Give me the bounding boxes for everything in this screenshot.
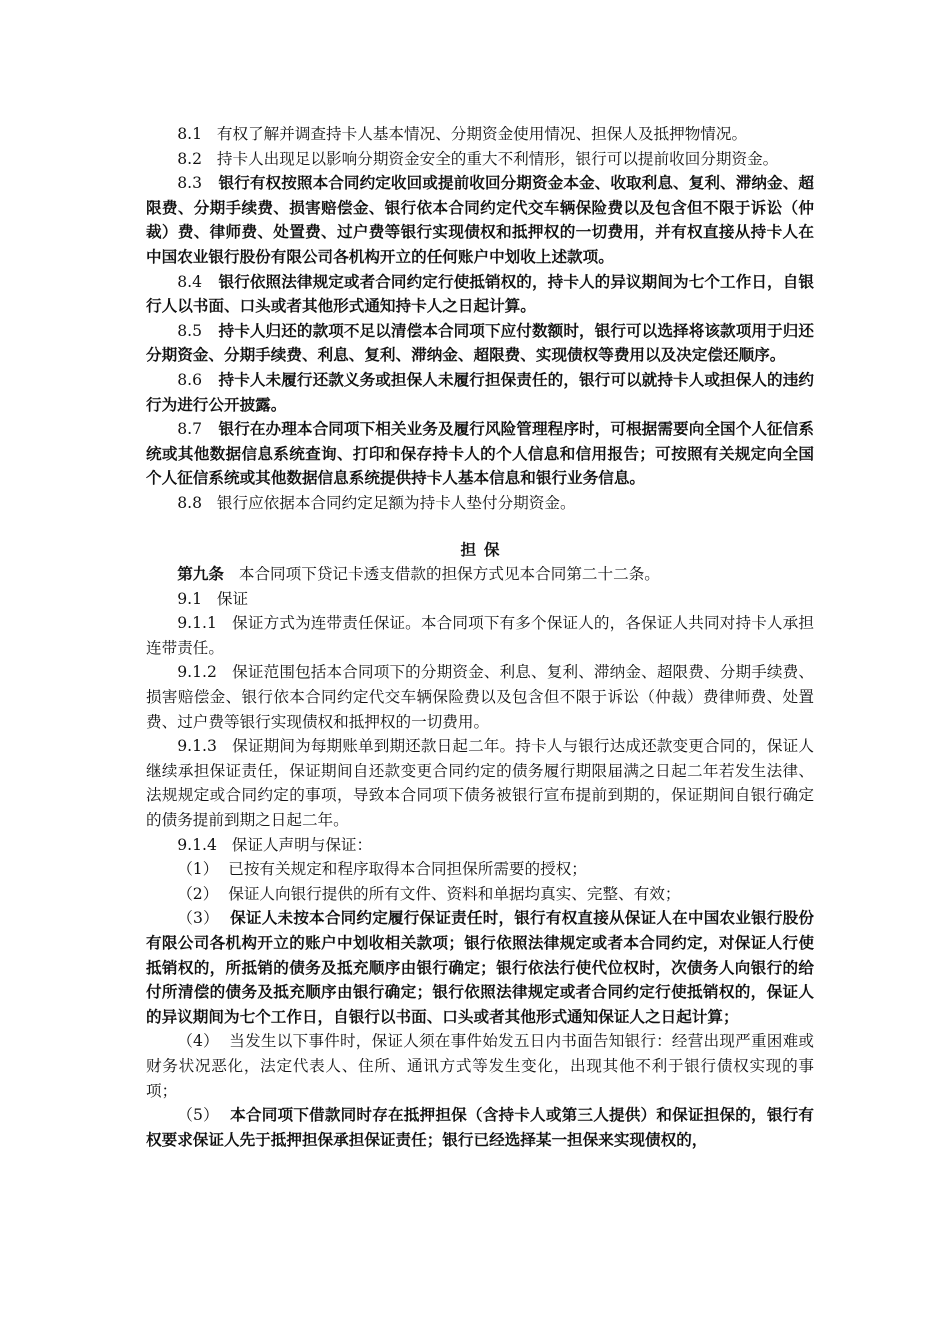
clause-number: 9.1.4 (177, 835, 217, 854)
clause-number: 8.7 (177, 420, 202, 439)
item-text: 本合同项下借款同时存在抵押担保（含持卡人或第三人提供）和保证担保的，银行有权要求保证人先于抵押担保承担保证责任；银行已经选择某一担保来实现债权的， (146, 1105, 814, 1149)
section-heading-guarantee: 担保 (460, 539, 508, 559)
article-label: 第九条 (177, 564, 224, 584)
clause-8-2 (146, 147, 814, 172)
clause-number: 9.1.3 (177, 737, 217, 756)
clause-text: 有权了解并调查持卡人基本情况、分期资金使用情况、担保人及抵押物情况。 (216, 125, 748, 143)
clause-number: 9.1.1 (177, 614, 217, 633)
clause-9-1-4 (146, 833, 814, 858)
clause-9-1 (146, 587, 814, 612)
clause-text: 持卡人出现足以影响分期资金安全的重大不利情形，银行可以提前收回分期资金。 (216, 149, 779, 168)
clause-8-7 (146, 417, 814, 491)
clause-number: 8.1 (177, 125, 202, 143)
clause-text: 持卡人未履行还款义务或担保人未履行担保责任的，银行可以就持卡人或担保人的违约行为进行公开披露。 (146, 369, 814, 414)
declaration-item-3 (146, 906, 814, 1029)
item-text: 保证人向银行提供的所有文件、资料和单据均真实、完整、有效； (228, 884, 681, 903)
clause-8-5 (146, 319, 814, 368)
clause-number: 9.1 (177, 589, 202, 608)
clause-text: 银行应依据本合同约定足额为持卡人垫付分期资金。 (216, 493, 576, 512)
clause-text: 银行依照法律规定或者合同约定行使抵销权的，持卡人的异议期间为七个工作日，自银行人以书面、口头或者其他形式通知持卡人之日起计算。 (146, 271, 814, 316)
clause-number: 8.5 (177, 321, 202, 340)
declaration-item-5 (146, 1103, 814, 1152)
clause-9-1-1 (146, 611, 814, 660)
clause-text: 保证人声明与保证： (231, 835, 373, 854)
item-text: 已按有关规定和程序取得本合同担保所需要的授权； (228, 860, 587, 879)
declaration-item-1 (146, 857, 814, 882)
clause-number: 8.6 (177, 370, 202, 389)
clause-text: 保证 (216, 589, 249, 608)
clause-8-4 (146, 270, 814, 319)
clause-text: 银行在办理本合同项下相关业务及履行风险管理程序时，可根据需要向全国个人征信系统或其他数据信息系统查询、打印和保存持卡人的个人信息和信用报告；可按照有关规定向全国个人征信系统或其他数据信息系统提供持卡人基本信息和银行业务信息。 (146, 419, 814, 488)
item-number: （2） (177, 884, 219, 903)
clause-number: 8.4 (177, 272, 202, 291)
clause-number: 8.3 (177, 174, 202, 193)
clause-number: 9.1.2 (177, 663, 217, 682)
item-number: （3） (177, 909, 219, 928)
article-text: 本合同项下贷记卡透支借款的担保方式见本合同第二十二条。 (238, 565, 660, 584)
clause-number: 8.2 (177, 149, 202, 168)
clause-number: 8.8 (177, 493, 202, 512)
contract-page (146, 122, 814, 1152)
item-text: 当发生以下事件时，保证人须在事件始发五日内书面告知银行：经营出现严重困难或财务状况恶化，法定代表人、住所、通讯方式等发生变化，出现其他不利于银行债权实现的事项； (146, 1032, 814, 1100)
clause-8-3 (146, 171, 814, 269)
clause-text: 持卡人归还的款项不足以清偿本合同项下应付数额时，银行可以选择将该款项用于归还分期资金、分期手续费、利息、复利、滞纳金、超限费、实现债权等费用以及决定偿还顺序。 (146, 320, 814, 365)
clause-8-8 (146, 491, 814, 516)
item-text: 保证人未按本合同约定履行保证责任时，银行有权直接从保证人在中国农业银行股份有限公司各机构开立的账户中划收相关款项；银行依照法律规定或者本合同约定，对保证人行使抵销权的，所抵销的债务及抵充顺序由银行确定；银行依法行使代位权时，次债务人向银行的给付所清偿的债务及抵充顺序由银行确定；银行依照法律规定或者合同约定行使抵销权的，保证人的异议期间为七个工作日，自银行以书面、口头或者其他形式通知保证人之日起计算； (146, 908, 814, 1026)
clause-text: 保证期间为每期账单到期还款日起二年。持卡人与银行达成还款变更合同的，保证人继续承担保证责任，保证期间自还款变更合同约定的债务履行期限届满之日起二年若发生法律、法规规定或合同约定的事项，导致本合同项下债务被银行宣布提前到期的，保证期间自银行确定的债务提前到期之日起二年。 (146, 737, 814, 830)
clause-8-6 (146, 368, 814, 417)
item-number: （4） (177, 1032, 219, 1051)
clause-text: 保证方式为连带责任保证。本合同项下有多个保证人的，各保证人共同对持卡人承担连带责任。 (146, 614, 814, 657)
clause-8-1 (146, 122, 814, 147)
article-9 (146, 562, 814, 587)
declaration-item-4 (146, 1029, 814, 1103)
clause-text: 保证范围包括本合同项下的分期资金、利息、复利、滞纳金、超限费、分期手续费、损害赔偿金、银行依本合同约定代交车辆保险费以及包含但不限于诉讼（仲裁）费律师费、处置费、过户费等银行实现债权和抵押权的一切费用。 (146, 663, 814, 731)
declaration-item-2 (146, 882, 814, 907)
item-number: （5） (177, 1106, 219, 1125)
item-number: （1） (177, 860, 219, 879)
clause-text: 银行有权按照本合同约定收回或提前收回分期资金本金、收取利息、复利、滞纳金、超限费、分期手续费、损害赔偿金、银行依本合同约定代交车辆保险费以及包含但不限于诉讼（仲裁）费、律师费、处置费、过户费等银行实现债权和抵押权的一切费用，并有权直接从持卡人在中国农业银行股份有限公司各机构开立的任何账户中划收上述款项。 (146, 173, 814, 266)
clause-9-1-2 (146, 660, 814, 734)
clause-9-1-3 (146, 734, 814, 832)
